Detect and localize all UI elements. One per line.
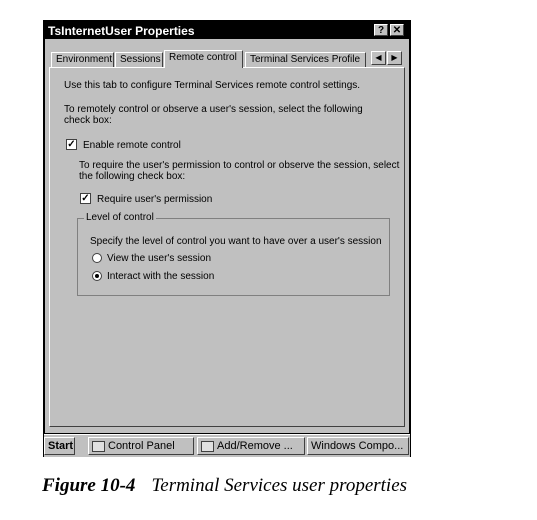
taskbar xyxy=(44,434,410,457)
view-session-radio[interactable] xyxy=(92,253,102,263)
figure-number: Figure 10-4 xyxy=(42,475,136,496)
caption-text: Terminal Services user properties xyxy=(151,475,408,496)
start-button[interactable]: Start xyxy=(44,437,75,455)
tab-strip xyxy=(51,50,405,67)
tab-scroll-left-icon[interactable]: ◀ xyxy=(371,51,386,65)
tab-sessions[interactable]: Sessions xyxy=(115,52,163,67)
taskbar-item-label: Control Panel xyxy=(108,440,175,452)
window-title: TsInternetUser Properties xyxy=(48,23,195,38)
properties-dialog xyxy=(45,22,409,433)
instruction-text-1: To remotely control or observe a user's session, select the following xyxy=(64,104,363,115)
enable-remote-control-label: Enable remote control xyxy=(83,140,181,151)
enable-remote-control-checkbox[interactable]: ✓ xyxy=(67,139,76,150)
group-title: Level of control xyxy=(86,212,154,223)
screenshot-frame xyxy=(43,20,411,457)
taskbar-add-remove[interactable] xyxy=(197,437,305,455)
interact-session-label: Interact with the session xyxy=(107,271,215,282)
control-panel-icon xyxy=(92,441,105,452)
remote-control-panel xyxy=(49,67,405,427)
taskbar-windows-components[interactable]: Windows Compo... xyxy=(307,437,409,455)
add-remove-icon xyxy=(201,441,214,452)
intro-text: Use this tab to configure Terminal Services remote control settings. xyxy=(64,80,361,91)
permission-text-2: the following check box: xyxy=(79,171,186,182)
figure-caption xyxy=(42,475,407,497)
tab-terminal-services-profile[interactable]: Terminal Services Profile xyxy=(245,52,366,67)
help-button[interactable]: ? xyxy=(374,24,388,36)
require-permission-label: Require user's permission xyxy=(97,194,213,205)
interact-session-radio[interactable] xyxy=(92,271,102,281)
tab-environment[interactable]: Environment xyxy=(51,52,114,67)
taskbar-item-label: Add/Remove ... xyxy=(217,440,293,452)
permission-text-1: To require the user's permission to control or observe the session, select xyxy=(79,160,400,171)
instruction-text-2: check box: xyxy=(64,115,112,126)
group-description: Specify the level of control you want to have over a user's session xyxy=(90,236,382,247)
view-session-label: View the user's session xyxy=(107,253,211,264)
level-of-control-group xyxy=(77,212,390,296)
tab-scroll-right-icon[interactable]: ▶ xyxy=(387,51,402,65)
taskbar-control-panel[interactable] xyxy=(88,437,194,455)
title-bar xyxy=(45,22,409,39)
tab-remote-control[interactable]: Remote control xyxy=(164,50,243,68)
require-permission-checkbox[interactable]: ✓ xyxy=(81,193,90,204)
close-button[interactable]: ✕ xyxy=(390,24,404,36)
